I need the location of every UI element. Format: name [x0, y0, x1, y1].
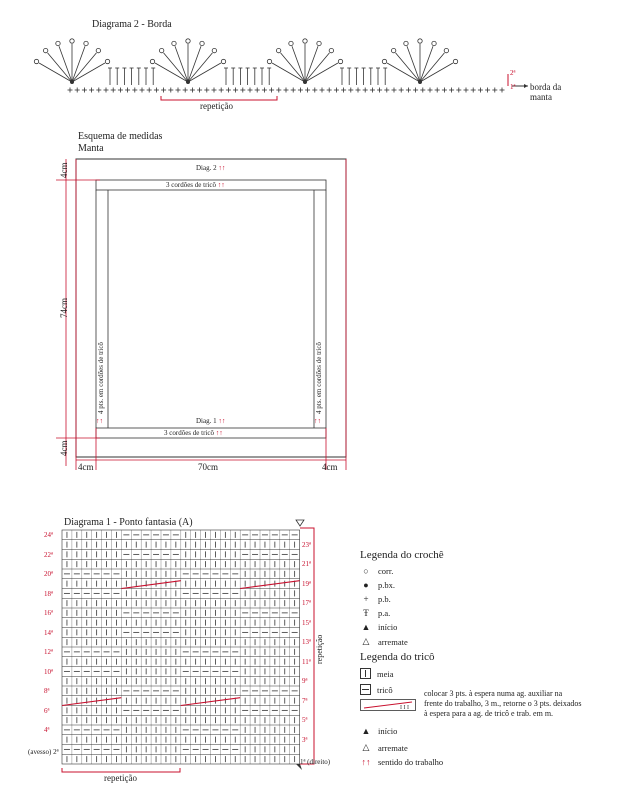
slip-stitch-symbol-icon: ●: [363, 580, 369, 590]
schema-dim-height: 74cm: [59, 298, 69, 318]
schema-title: Esquema de medidas: [78, 131, 163, 142]
purl-symbol-icon: [360, 684, 371, 695]
diagram1-direito-label: 1ª (direito): [300, 758, 331, 766]
diagram1-repeat-right: repetição: [315, 634, 324, 664]
legend-cable-text-3: à espera para a ag. de tricô e trab. em m.: [424, 709, 554, 718]
chain-symbol-icon: ○: [363, 566, 369, 576]
schema-dim-right: 4cm: [322, 462, 338, 472]
schema-dim-width: 70cm: [198, 462, 218, 472]
diagram2-repeat-label: repetição: [200, 101, 233, 111]
row-label-right: 7ª: [302, 696, 308, 705]
schema-side-right-arrows: ↑↑: [314, 417, 321, 425]
legend-croche-item: Ŧ p.a.: [360, 608, 390, 618]
row-label-left: 22ª: [44, 550, 53, 559]
schema-bottom-band: 3 cordões de tricô ↑↑: [164, 429, 223, 437]
diagram2-row2-label: 2ª: [510, 69, 516, 77]
legend-trico-title: Legenda do tricô: [360, 651, 435, 663]
diagram2-row1-label: 1ª: [510, 83, 516, 91]
row-label-left: 20ª: [44, 570, 53, 578]
legend-croche-item: △ arremate: [360, 636, 408, 647]
row-label-right: 21ª: [302, 560, 311, 569]
svg-text:I I I: I I I: [400, 705, 409, 711]
row-label-left: 10ª: [44, 667, 53, 676]
row-label-left: 18ª: [44, 589, 53, 598]
legend-sentido: ↑↑ sentido do trabalho: [361, 757, 444, 767]
schema-side-right: 4 pts. em cordões de tricô: [315, 342, 323, 414]
legend-croche-item: ○ corr.: [360, 566, 393, 576]
diagram1-title: Diagrama 1 - Ponto fantasia (A): [64, 517, 193, 528]
schema-side-left-arrows: ↑↑: [96, 417, 103, 425]
diagram1-repeat-bottom: repetição: [104, 773, 137, 783]
schema-dim-left: 4cm: [78, 462, 94, 472]
legend-cable-text-1: colocar 3 pts. à espera numa ag. auxiliar na: [424, 689, 563, 698]
legend-trico-arremate: △ arremate: [360, 742, 408, 753]
schema-top-band: 3 cordões de tricô ↑↑: [166, 181, 225, 189]
row-label-left: 16ª: [44, 609, 53, 617]
legend-trico: tricô: [360, 684, 393, 695]
row-label-right: 11ª: [302, 657, 311, 666]
row-label-left: 8ª: [44, 687, 50, 695]
row-label-left: 14ª: [44, 628, 53, 637]
row-label-right: 5ª: [302, 716, 308, 725]
row-label-right: 9ª: [302, 677, 308, 686]
schema-top-diag: Diag. 2 ↑↑: [196, 164, 226, 172]
schema-bottom-diag: Diag. 1 ↑↑: [196, 417, 226, 425]
row-label-left: 24ª: [44, 531, 53, 539]
row-label-right: 17ª: [302, 599, 311, 608]
schema-dim-bottom: 4cm: [59, 440, 69, 456]
finish-arrow-icon: △: [362, 742, 370, 752]
schema-subtitle: Manta: [78, 143, 104, 154]
legend-meia: meia: [360, 668, 394, 679]
diagram2-title: Diagrama 2 - Borda: [92, 19, 172, 30]
legend-croche-title: Legenda do crochê: [360, 549, 444, 561]
start-arrow-icon: ▲: [361, 726, 371, 736]
row-label-left: 4ª: [44, 726, 50, 734]
row-label-right: 13ª: [302, 638, 311, 647]
start-arrow-icon: ▲: [361, 622, 371, 632]
row-label-right: 15ª: [302, 618, 311, 627]
legend-croche-item: ● p.bx.: [360, 580, 395, 590]
legend-croche-item: ▲ início: [361, 622, 398, 632]
row-label-right: 23ª: [302, 540, 311, 549]
diagram2-edge-label: borda da manta: [530, 82, 562, 102]
row-label-left: 6ª: [44, 706, 50, 715]
finish-arrow-icon: △: [362, 636, 370, 646]
knit-symbol-icon: [360, 668, 371, 679]
row-label-right: 3ª: [302, 735, 308, 744]
double-crochet-symbol-icon: Ŧ: [363, 608, 369, 618]
legend-trico-inicio: ▲ início: [361, 726, 398, 736]
row-label-left: 12ª: [44, 648, 53, 656]
single-crochet-symbol-icon: +: [363, 594, 369, 604]
legend-croche-item: + p.b.: [360, 594, 391, 604]
schema-dim-top: 4cm: [59, 162, 69, 178]
diagram1-avesso-label: (avesso) 2ª: [28, 748, 59, 756]
row-label-right: 19ª: [302, 579, 311, 588]
work-direction-icon: ↑↑: [361, 757, 371, 767]
cable-symbol-icon: [360, 699, 416, 711]
legend-cable-text-2: frente do trabalho, 3 m., retorne o 3 pts. deixados: [424, 699, 582, 708]
schema-side-left: 4 pts. em cordões de tricô: [97, 342, 105, 414]
